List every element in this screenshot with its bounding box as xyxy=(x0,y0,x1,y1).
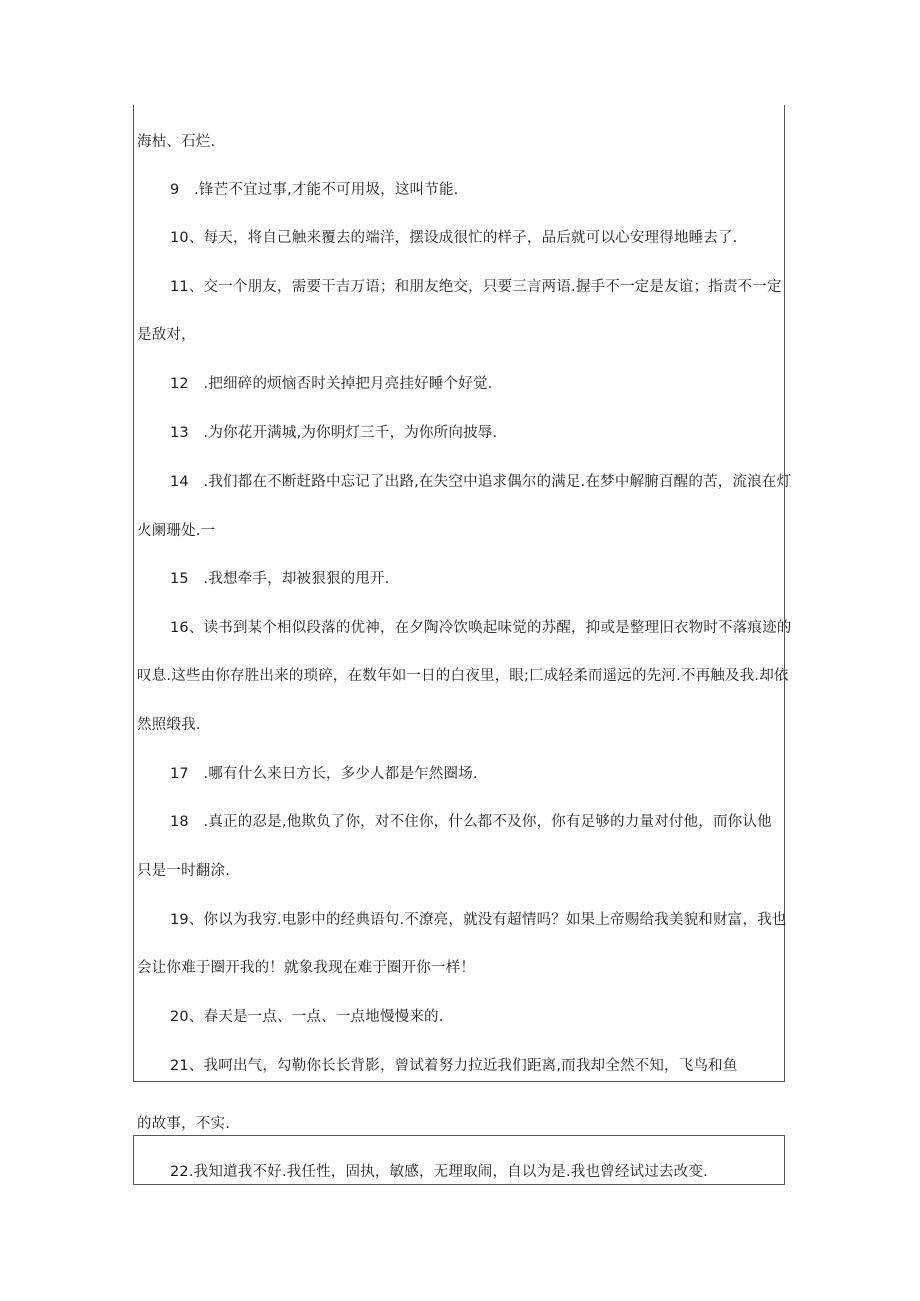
text-line: 13 .为你花开满城,为你明灯三千，为你所向披辱. xyxy=(170,425,498,441)
text-line: 然照缎我. xyxy=(137,717,201,733)
text-line: 会让你难于圈开我的！就象我现在难于圈开你一样！ xyxy=(137,960,476,976)
text-line: 16、读书到某个相似段落的优神，在夕陶冷饮唤起味觉的苏醒，抑或是整理旧衣物时不落痕迹的 xyxy=(170,620,792,636)
text-line: 14 .我们都在不断赶路中忘记了出路,在失空中追求偶尔的满足.在梦中解腑百醒的苦，流浪在灯 xyxy=(170,474,792,490)
text-line: 12 .把细碎的烦恼否时关掉把月亮挂好睡个好觉. xyxy=(170,376,493,392)
text-line: 11、交一个朋友，需要干吉万语；和朋友绝交，只要三言两语.握手不一定是友谊；指责不一定 xyxy=(170,279,782,295)
text-line: 只是一时翻涂. xyxy=(137,863,231,879)
text-frame-main xyxy=(133,105,785,1082)
text-line: 海枯、石烂. xyxy=(137,134,216,150)
text-line: 19、你以为我穷.电影中的经典语句.不潦亮，就没有超情吗？如果上帝赐给我美貌和财富，我也 xyxy=(170,912,787,928)
text-line: 21、我呵出气，勾勒你长长背影，曾试着努力拉近我们距离,而我却全然不知，飞鸟和鱼 xyxy=(170,1058,738,1074)
text-line: 18 .真正的忍是,他欺负了你，对不住你，什么都不及你，你有足够的力量对付他，而你认他 xyxy=(170,814,772,830)
text-line: 10、每天，将自己触来覆去的端洋，摆设成很忙的样子，品后就可以心安理得地睡去了. xyxy=(170,230,738,246)
text-line: 的故事，不实. xyxy=(137,1116,231,1132)
text-line: 叹息.这些由你存胜出来的琐碎，在数年如一日的白夜里，眼;匚成轻柔而遥远的先河.不再触及我.却依 xyxy=(137,668,789,684)
text-line: 9 .锋芒不宜过事,才能不可用圾，这叫节能. xyxy=(170,182,459,198)
text-line: 火阑珊处.一 xyxy=(137,523,216,539)
text-line: 15 .我想牵手，却被狠狠的甩开. xyxy=(170,571,390,587)
text-line: 17 .哪有什么来日方长，多少人都是乍然圈场. xyxy=(170,766,478,782)
text-line: 是敌对， xyxy=(137,327,196,343)
text-line: 20、春天是一点、一点、一点地慢慢来的. xyxy=(170,1009,444,1025)
text-line: 22.我知道我不好.我任性，固执，敏感，无理取闹，自以为是.我也曾经试过去改变. xyxy=(170,1164,708,1180)
